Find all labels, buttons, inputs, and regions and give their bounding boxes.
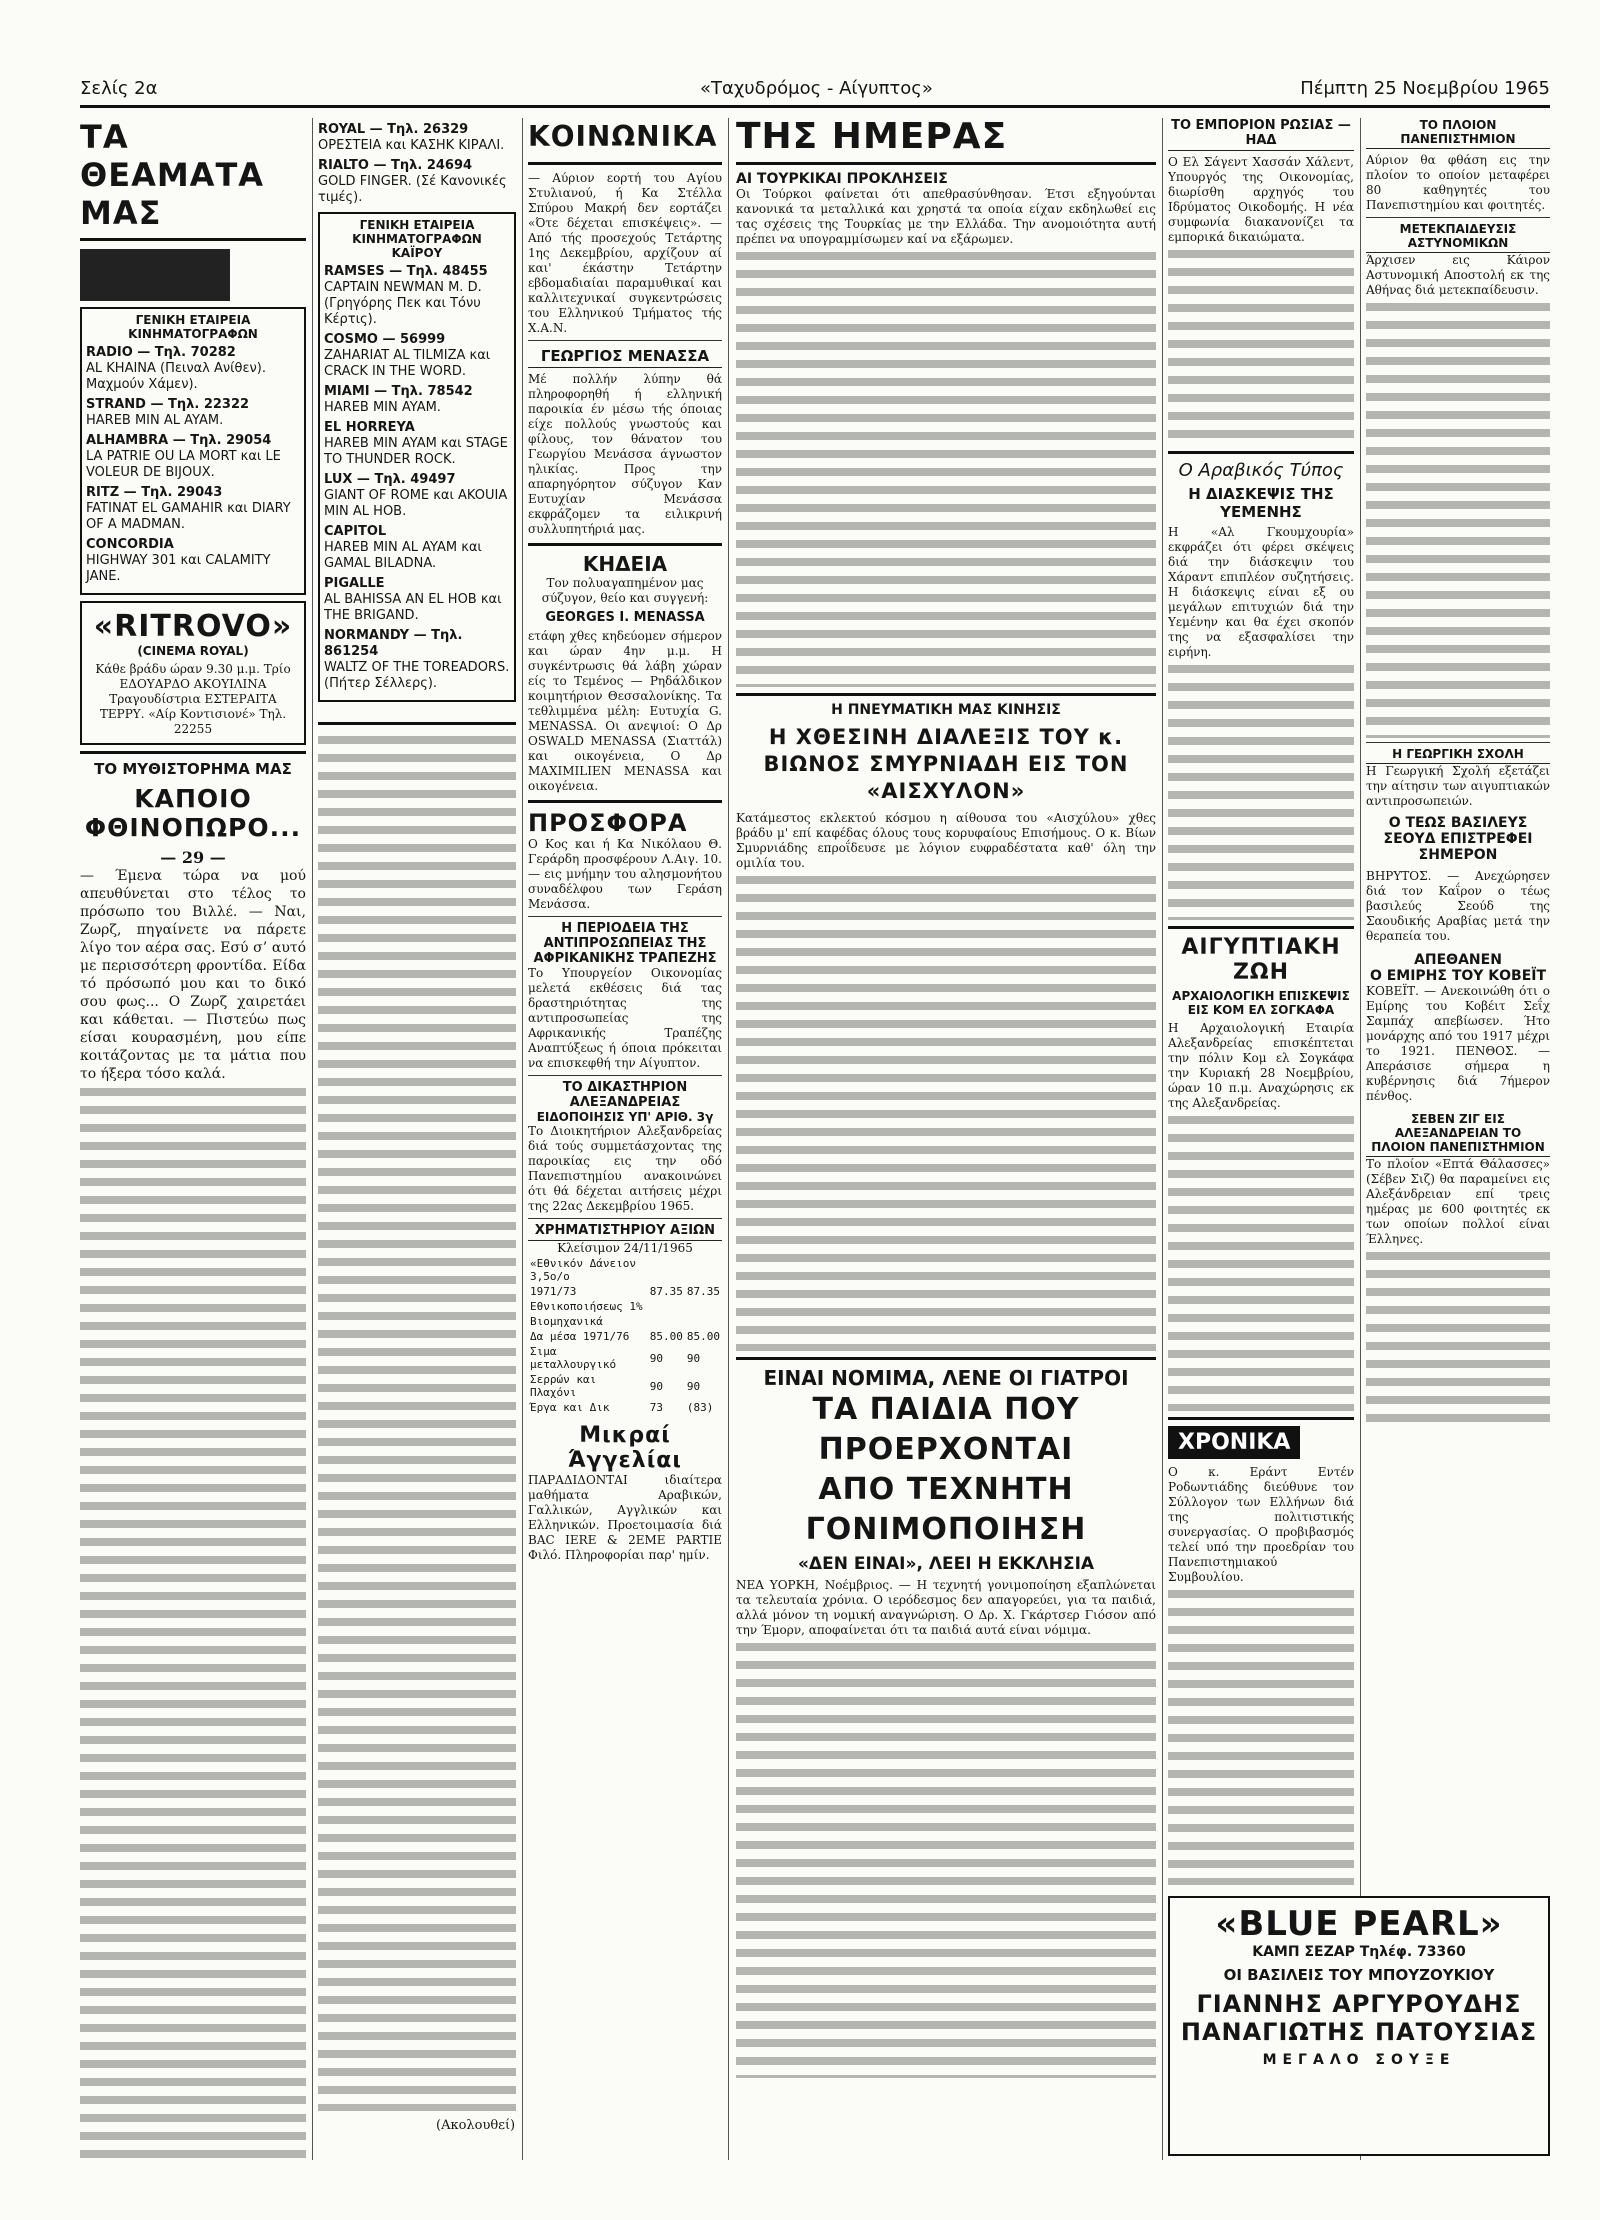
cinema-name: PIGALLE xyxy=(324,576,385,591)
divider xyxy=(736,1357,1156,1360)
cinema-film: GOLD FINGER. (Σέ Κανονικές τιμές). xyxy=(318,174,507,205)
cinema-film: WALTZ OF THE TOREADORS. (Πήτερ Σέλλερς). xyxy=(324,660,510,691)
seoud-text: ΒΗΡΥΤΟΣ. — Ανεχώρησεν διά τον Καΐρον ο τέως βασιλεύς Σεούδ της Σαουδικής Αραβίας μετά την θεραπεία του. xyxy=(1366,869,1550,943)
bourse-cell: 1971/73 xyxy=(530,1285,577,1298)
ritrovo-subtitle: (CINEMA ROYAL) xyxy=(137,644,249,658)
bourse-cell: 85.00 xyxy=(649,1330,683,1343)
divider xyxy=(528,800,722,803)
cinema-film: HAREB MIN AYAM και STAGE TO THUNDER ROCK. xyxy=(324,436,508,467)
bourse-row xyxy=(528,1329,722,1344)
lecture-text: Κατάμεστος εκλεκτού κόσμου η αίθουσα του «Αισχύλου» χθες βράδυ μ' επί καφέδας όλους τους κορυφαίους Επισήμους. Ο κ. Βίων Σμυρνιάδης επροΐδευσε με λόγιον ευφραδέστατα καθ' όλη την ομιλία του. xyxy=(736,811,1156,870)
divider xyxy=(528,916,722,917)
company-name: ΓΕΝΙΚΗ ΕΤΑΙΡΕΙΑ ΚΙΝΗΜΑΤΟΓΡΑΦΩΝ xyxy=(128,313,258,341)
archaeo-heading: ΑΡΧΑΙΟΛΟΓΙΚΗ ΕΠΙΣΚΕΨΙΣ ΕΙΣ ΚΟΜ ΕΛ ΣΟΓΚΑΦΑ xyxy=(1172,989,1350,1017)
cinema-entry xyxy=(324,576,510,624)
school-text: Η Γεωργική Σχολή εξετάζει την αίτησιν των αιγυπτιακών αντιπροσωπειών. xyxy=(1366,764,1550,808)
divider xyxy=(528,340,722,341)
divider xyxy=(736,693,1156,696)
divider xyxy=(1168,1417,1354,1420)
cinema-entry xyxy=(324,384,510,416)
mikrai-text: ΠΑΡΑΔΙΔΟΝΤΑΙ ιδιαίτερα μαθήματα Αραβικών, Γαλλικών, Αγγλικών και Ελληνικών. Προετοιμασία διά ΒΑC ΙΕRΕ & 2ΕΜΕ PARTIE Φιλό. Πληροφορίαι παρ' ημίν. xyxy=(528,1473,722,1562)
cinema-film: AL BAHISSA AN EL HOB και THE BRIGAND. xyxy=(324,592,502,623)
bourse-row xyxy=(528,1400,722,1415)
bourse-row xyxy=(528,1299,722,1314)
bourse-cell xyxy=(648,1314,685,1329)
menassa-heading: ΓΕΩΡΓΙΟΣ ΜΕΝΑΣΣΑ xyxy=(528,347,722,368)
chronika-logo xyxy=(1168,1426,1354,1459)
sevenzig-heading: ΣΕΒΕΝ ΖΙΓ ΕΙΣ ΑΛΕΞΑΝΔΡΕΙΑΝ ΤΟ ΠΛΟΙΟΝ ΠΑΝΕΠΙΣΤΗΜΙΟΝ xyxy=(1366,1112,1550,1157)
cinema-film: ΟΡΕΣΤΕΙΑ και ΚΑΣΗΚ ΚΙΡΑΛΙ. xyxy=(318,138,505,153)
text-filler xyxy=(1366,298,1550,738)
russia-heading: ΤΟ ΕΜΠΟΡΙΟΝ ΡΩΣΙΑΣ — ΗΑΔ xyxy=(1168,118,1354,151)
cinema-entry xyxy=(318,158,516,206)
bourse-heading: ΧΡΗΜΑΤΙΣΤΗΡΙΟΥ ΑΞΙΩΝ xyxy=(528,1223,722,1241)
prosfora-heading: ΠΡΟΣΦΟΡΑ xyxy=(528,809,688,837)
bourse-cell: Βιομηχανικά xyxy=(530,1315,603,1328)
bourse-cell: 87.35 xyxy=(649,1285,683,1298)
column-1 xyxy=(80,118,306,2160)
prosfora-text: Ο Κος και ή Κα Νικόλαου Θ. Γεράρδη προσφέρουν Λ.Αιγ. 10.— εις μνήμην του αλησμονήτου συναδέλφου των Γεράση Μενάσσα. xyxy=(528,837,722,911)
chronika-title: ΧΡΟΝΙΚΑ xyxy=(1168,1426,1300,1459)
text-filler xyxy=(1168,245,1354,445)
cinema-name: RADIO — Τηλ. 70282 xyxy=(86,345,236,360)
cinema-listings-box xyxy=(318,212,516,702)
column-rule xyxy=(1162,118,1163,2160)
blue-pearl-name-1: ΓΙΑΝΝΗΣ ΑΡΓΥΡΟΥΔΗΣ xyxy=(1196,1990,1522,2018)
cinema-name: EL HORREYA xyxy=(324,420,415,435)
masthead xyxy=(80,72,1550,108)
cinema-film: HIGHWAY 301 και CALAMITY JANE. xyxy=(86,553,271,584)
bourse-cell xyxy=(648,1256,685,1284)
serial-title: ΚΑΠΟΙΟ ΦΘΙΝΟΠΩΡΟ... xyxy=(84,784,302,842)
cinema-entry xyxy=(86,485,300,533)
cinema-name: NORMANDY — Τηλ. 861254 xyxy=(324,628,463,659)
cinema-entry xyxy=(324,472,510,520)
children-heading-2: ΑΠΟ ΤΕΧΝΗΤΗ ΓΟΝΙΜΟΠΟΙΗΣΗ xyxy=(805,1472,1087,1547)
lecture-heading: Η ΧΘΕΣΙΝΗ ΔΙΑΛΕΞΙΣ ΤΟΥ κ. ΒΙΩΝΟΣ ΣΜΥΡΝΙΑΔΗ ΕΙΣ ΤΟΝ «ΑΙΣΧΥΛΟΝ» xyxy=(763,725,1129,803)
text-filler xyxy=(736,871,1156,1351)
cinema-film: ZAHARIAT AL TILMIZA και CRACK IN THE WORD. xyxy=(324,348,491,379)
text-filler xyxy=(1366,1247,1550,1427)
cinema-film: HAREB MIN AYAM. xyxy=(324,400,441,415)
serial-text: — Έμενα τώρα να μού απευθύνεται στο τέλος το πρόσωπο του Βιλλέ. — Ναι, Ζωρζ, πηγαίνετε να πάρετε λίγο τον αέρα σας. Εσύ σ’ αυτό με περισσότερη φροντίδα. Είδα τό πρόσωπό μου και το δικό σου φως... Ο Ζωρζ χαιρετάει και κάθεται. — Πιστεύω πως είσαι κουρασμένη, μου είπε κοιτάζοντας με τα μάτια που το ήξερα τόσο καλά. xyxy=(80,868,306,1082)
text-filler xyxy=(318,731,516,2111)
cinema-entry xyxy=(86,345,300,393)
divider xyxy=(736,162,1156,165)
cinema-entry xyxy=(318,122,516,154)
bourse-cell: Έργα και Δικ xyxy=(530,1401,610,1414)
periodeia-text: Το Υπουργείον Οικονομίας μελετά εκθέσεις διά τας δραστηριότητας της αντιπροσωπείας της Αφρικανικής Τραπέζης Αναπτύξεως ή όποια πρόκειται να επισκεφθή την Αίγυπτον. xyxy=(528,966,722,1070)
kideia-text: Τον πολυαγαπημένον μας σύζυγον, θείο και συγγενή: xyxy=(541,576,709,605)
cinema-film: CAPTAIN NEWMAN M. D. (Γρηγόρης Πεκ και Τόνυ Κέρτις). xyxy=(324,280,482,327)
bourse-date: Κλείσιμον 24/11/1965 xyxy=(557,1241,693,1255)
cinema-entry xyxy=(324,420,510,468)
column-5 xyxy=(1168,118,1354,2160)
yemen-text: Η «Αλ Γκουμχουρία» εκφράζει ότι φέρει σκέψεις διά την διάσκεψιν του Χάραντ επιπλέον συζητήσεις. Η διάσκεψις είναι εξ ου μεγάλων επιτυχιών διά την Υεμένην και θα έχει σκοπόν της να εξασφαλίσει την ειρήνη. xyxy=(1168,525,1354,659)
divider xyxy=(1366,742,1550,743)
russia-text: Ο Ελ Σάγεντ Χασσάν Χάλεντ, Υπουργός της Οικονομίας, διωρίσθη αρχηγός του Ιδρύματος Οικοδομής. Η νέα συμφωνία διακανονίζει τα εμπορικά δικαιώματα. xyxy=(1168,155,1354,244)
bourse-cell: Σιμα μεταλλουργικό xyxy=(530,1345,617,1371)
cinema-entry xyxy=(324,524,510,572)
column-rule xyxy=(522,118,523,2160)
yemen-heading: Η ΔΙΑΣΚΕΨΙΣ ΤΗΣ ΥΕΜΕΝΗΣ xyxy=(1188,485,1334,521)
text-filler xyxy=(1168,1111,1354,1411)
page-number: Σελίς 2α xyxy=(80,78,158,99)
turk-text: Οι Τούρκοι φαίνεται ότι απεθρασύνθησαν. Έτσι εξηγούνται κανονικά τα μεταλλικά και χρηστά τα οποία είχαν εκδηλωθεί εις τας σχέσεις της Τουρκίας με την Ελλάδα. Την ανομοιότητα αυτή πρέπει να υπογραμμίσωμεν καί να εξάρωμεν. xyxy=(736,187,1156,246)
blue-pearl-advert xyxy=(1168,1896,1550,2156)
mikrai-heading: Μικραί Άγγελίαι xyxy=(568,1423,682,1473)
cinema-name: COSMO — 56999 xyxy=(324,332,446,347)
text-filler xyxy=(1168,660,1354,920)
bourse-row xyxy=(528,1284,722,1299)
column-rule xyxy=(1360,118,1361,2160)
cinema-entry xyxy=(324,628,510,692)
text-filler xyxy=(80,1083,306,2160)
column-rule xyxy=(312,118,313,2160)
column-4 xyxy=(736,118,1156,2160)
divider xyxy=(528,543,722,546)
blue-pearl-name-2: ΠΑΝΑΓΙΩΤΗΣ ΠΑΤΟΥΣΙΑΣ xyxy=(1180,2018,1538,2046)
bourse-cell: Δα μέσα 1971/76 xyxy=(530,1330,630,1343)
police-heading: ΜΕΤΕΚΠΑΙΔΕΥΣΙΣ ΑΣΤΥΝΟΜΙΚΩΝ xyxy=(1366,222,1550,253)
divider xyxy=(1168,451,1354,454)
advert-logo-image xyxy=(80,249,230,301)
church-heading: «ΔΕΝ ΕΙΝΑΙ», ΛΕΕΙ Η ΕΚΚΛΗΣΙΑ xyxy=(797,1554,1095,1574)
tis-imeras-title: ΤΗΣ ΗΜΕΡΑΣ xyxy=(736,118,1008,157)
divider xyxy=(528,1218,722,1219)
bourse-cell xyxy=(648,1299,685,1314)
emir-text: ΚΟΒΕΪΤ. — Ανεκοινώθη ότι ο Εμίρης του Κοβέιτ Σεΐχ Σαμπάχ απεβίωσεν. Ήτο μονάρχης από του 1917 μέχρι το 1921. ΠΕΝΘΟΣ. — Απεράσισε σήμερα η κυβέρνησις διά 7ήμερον πένθος. xyxy=(1366,984,1550,1103)
company-name: ΓΕΝΙΚΗ ΕΤΑΙΡΕΙΑ ΚΙΝΗΜΑΤΟΓΡΑΦΩΝ xyxy=(352,218,482,246)
bourse-cell xyxy=(685,1299,722,1314)
egypt-life-heading: ΑΙΓΥΠΤΙΑΚΗ ΖΩΗ xyxy=(1181,935,1341,985)
cinema-name: CONCORDIA xyxy=(86,537,174,552)
kideia-text2: ετάφη χθες κηδεύομεν σήμερον και ώραν 4ην μ.μ. Η συγκέντρωσις θά λάβη χώραν είς το Τεμένος — Ρηδάλδικον κοιμητήριον Θεσσαλονίκης. Τα τεθλιμμένα μέλη: Ευτυχία G. MENASSA. Οι ανεψιοί: Ο Δρ OSWALD MENASSA (Σιαττάλ) και οικογένεια, Ο Δρ MAXIMILIEN MENASSA και οικογένεια. xyxy=(528,629,722,793)
continued-note: (Ακολουθεί) xyxy=(436,2118,516,2133)
arab-press-heading: Ο Αραβικός Τύπος xyxy=(1178,460,1344,481)
bourse-cell: 90 xyxy=(686,1351,701,1365)
school-heading: Η ΓΕΩΡΓΙΚΗ ΣΧΟΛΗ xyxy=(1366,747,1550,764)
blue-pearl-kings: ΟΙ ΒΑΣΙΛΕΙΣ ΤΟΥ ΜΠΟΥΖΟΥΚΙΟΥ xyxy=(1223,1966,1495,1984)
cinema-name: CAPITOL xyxy=(324,524,387,539)
bourse-cell: 90 xyxy=(649,1379,663,1393)
divider xyxy=(80,238,306,241)
column-6 xyxy=(1366,118,1550,2160)
theamata-title: ΤΑ ΘΕΑΜΑΤΑ ΜΑΣ xyxy=(80,118,265,232)
city-name: ΚΑΪΡΟΥ xyxy=(391,246,443,260)
bourse-cell: 73 xyxy=(649,1401,663,1414)
column-2 xyxy=(318,118,516,2160)
ritrovo-title: «RITROVO» xyxy=(93,609,293,644)
cinema-name: STRAND — Τηλ. 22322 xyxy=(86,397,250,412)
cinema-name: RITZ — Τηλ. 29043 xyxy=(86,485,223,500)
ritrovo-info: Κάθε βράδυ ώραν 9.30 μ.μ. Τρίο ΕΔΟΥΑΡΔΟ ΑΚΟΥΙΛΙΝΑ Τραγουδίστρια ΕΣΤΕΡΑΙΤΑ ΤΕΡΡΥ. «Αίρ Κοντισιονέ» Τηλ. 22255 xyxy=(95,662,291,736)
archaeo-text: Η Αρχαιολογική Εταιρία Αλεξανδρείας επισκέπτεται την πόλιν Κομ ελ Σογκάφα την Κυριακή 28 Νοεμβρίου, ώραν 10 π.μ. Αναχώρησις εκ της Αλεξανδρείας. xyxy=(1168,1021,1354,1110)
bourse-cell: (83) xyxy=(686,1401,714,1414)
bourse-cell: Εθνικοποιήσεως 1% xyxy=(530,1300,643,1313)
divider xyxy=(1366,217,1550,218)
paper-name: «Ταχυδρόμος - Αίγυπτος» xyxy=(700,78,933,99)
cinema-film: FATINAT EL GAMAHIR και DIARY OF A MADMAN. xyxy=(86,501,291,532)
alexandria-text: Το Διοικητήριον Αλεξανδρείας διά τούς συμμετάσχοντας της παροικίας εις την οδό Πανεπιστημίου ανακοινώνει ότι θά δέχεται αιτήσεις μέχρι της 22ας Δεκεμβρίου 1965. xyxy=(528,1124,722,1213)
serial-number: — 29 — xyxy=(160,848,226,867)
text-filler xyxy=(736,247,1156,687)
children-text: ΝΕΑ ΥΟΡΚΗ, Νοέμβριος. — Η τεχνητή γονιμοποίηση εξαπλώνεται τα τελευταία χρόνια. Ο ιερόδεσμος δεν απαγορεύει, για τα παιδιά, αλλά μόνον τη νομική αναγνώριση. Ο Δρ. Χ. Γκάρτσερ Γιόσον από την Έμορν, αποφαίνεται ότι τα παιδιά αυτά είναι νόμιμα. xyxy=(736,1578,1156,1637)
cinema-film: HAREB MIN AL AYAM. xyxy=(86,413,224,428)
cinema-name: ALHAMBRA — Τηλ. 29054 xyxy=(86,433,272,448)
turk-heading: ΑΙ ΤΟΥΡΚΙΚΑΙ ΠΡΟΚΛΗΣΕΙΣ xyxy=(736,171,948,187)
cinema-entry xyxy=(324,264,510,328)
bourse-cell xyxy=(685,1314,722,1329)
kideia-heading: ΚΗΔΕΙΑ xyxy=(582,552,668,576)
cinema-film: AL KHAINA (Πειναλ Ανίθεν). Μαχμούν Χάμεν). xyxy=(86,361,266,392)
alexandria-subheading: ΕΙΔΟΠΟΙΗΣΙΣ ΥΠ' ΑΡΙΘ. 3γ xyxy=(536,1110,714,1124)
cinema-name: LUX — Τηλ. 49497 xyxy=(324,472,456,487)
koinonika-title: ΚΟΙΝΩΝΙΚΑ xyxy=(528,120,718,153)
divider xyxy=(528,1075,722,1076)
cinema-name: MIAMI — Τηλ. 78542 xyxy=(324,384,473,399)
blue-pearl-footer: ΜΕΓΑΛΟ ΣΟΥΞΕ xyxy=(1262,2052,1456,2068)
emir-heading: Ο ΕΜΙΡΗΣ ΤΟΥ ΚΟΒΕΪΤ xyxy=(1369,968,1547,984)
kideia-name: GEORGES I. MENASSA xyxy=(545,610,705,625)
ritrovo-advert xyxy=(80,601,306,745)
bourse-table xyxy=(528,1256,722,1415)
plotin-text: Αύριον θα φθάση εις την πλοίον το οποίον μεταφέρει 80 καθηγητές του Πανεπιστημίου και φοιτητές. xyxy=(1366,153,1550,212)
cinema-entry xyxy=(324,332,510,380)
bourse-cell: 85.00 xyxy=(686,1330,720,1343)
column-rule xyxy=(728,118,729,2160)
text-filler xyxy=(736,1638,1156,2078)
cinema-name: RAMSES — Τηλ. 48455 xyxy=(324,264,488,279)
blue-pearl-address: ΚΑΜΠ ΣΕΖΑΡ Τηλέφ. 73360 xyxy=(1252,1944,1466,1960)
bourse-cell: Σερρών και Πλαχόνι xyxy=(530,1373,597,1399)
divider xyxy=(80,751,306,754)
cinema-entry xyxy=(86,537,300,585)
cinema-listings-box xyxy=(80,307,306,595)
divider xyxy=(318,722,516,725)
cinema-film: HAREB MIN AL AYAM και GAMAL BILADNA. xyxy=(324,540,482,571)
blue-pearl-title: «BLUE PEARL» xyxy=(1215,1904,1503,1944)
police-text: Άρχισεν εις Κάιρον Αστυνομική Αποστολή εκ της Αθήνας διά μετεκπαίδευσιν. xyxy=(1366,253,1550,297)
apethanen-heading: ΑΠΕΘΑΝΕΝ xyxy=(1414,952,1502,968)
bourse-cell: 87.35 xyxy=(686,1285,720,1298)
bourse-row xyxy=(528,1344,722,1372)
divider xyxy=(528,162,722,165)
cinema-name: ROYAL — Τηλ. 26329 xyxy=(318,122,469,137)
cinema-entry xyxy=(86,397,300,429)
bourse-cell: 90 xyxy=(649,1351,663,1365)
bourse-cell: «Εθνικόν Δάνειον 3,5ο/ο xyxy=(530,1257,636,1283)
serial-label: ΤΟ ΜΥΘΙΣΤΟΡΗΜΑ ΜΑΣ xyxy=(94,760,292,778)
bourse-cell: 90 xyxy=(686,1379,701,1393)
divider xyxy=(1168,926,1354,929)
chronika-text: Ο κ. Εράντ Εντέν Ροδωντιάδης διεύθυνε τον Σύλλογον των Ελλήνων διά της πολιτιστικής συνεργασίας. Ο προβιβασμός τελεί υπό την προεδρίαν του Πανεπιστημιακού Συμβουλίου. xyxy=(1168,1465,1354,1584)
bourse-row xyxy=(528,1372,722,1400)
plotin-heading: ΤΟ ΠΛΟΙΟΝ ΠΑΝΕΠΙΣΤΗΜΙΟΝ xyxy=(1366,118,1550,149)
alexandria-heading: ΤΟ ΔΙΚΑΣΤΗΡΙΟΝ ΑΛΕΞΑΝΔΡΕΙΑΣ xyxy=(562,1080,688,1110)
cinema-film: GIANT OF ROME και AKOUIA MIN AL HOB. xyxy=(324,488,508,519)
seoud-heading: Ο ΤΕΩΣ ΒΑΣΙΛΕΥΣ ΣΕΟΥΔ ΕΠΙΣΤΡΕΦΕΙ ΣΗΜΕΡΟΝ xyxy=(1383,815,1533,863)
pneum-heading: Η ΠΝΕΥΜΑΤΙΚΗ ΜΑΣ ΚΙΝΗΣΙΣ xyxy=(831,702,1061,718)
cinema-entry xyxy=(86,433,300,481)
bourse-cell xyxy=(685,1256,722,1284)
sevenzig-text: Το πλοίον «Επτά Θάλασσες» (Σέβεν Σιζ) θα παραμείνει εις Αλεξάνδρειαν επί τρεις ημέρας με 600 φοιτητές εκ των οποίων πολλοί είναι Έλληνες. xyxy=(1366,1157,1550,1246)
cinema-film: LA PATRIE OU LA MORT και LE VOLEUR DE BIJOUX. xyxy=(86,449,281,480)
children-heading-1: ΤΑ ΠΑΙΔΙΑ ΠΟΥ ΠΡΟΕΡΧΟΝΤΑΙ xyxy=(812,1392,1080,1467)
cinema-name: RIALTO — Τηλ. 24694 xyxy=(318,158,473,173)
bourse-row xyxy=(528,1256,722,1284)
menassa-text: Μέ πολλήν λύπην θά πληροφορηθή ή ελληνική παροικία έν μέσω τής όποιας είχε πολλούς γνωστούς και φίλους, τον θάνατον του Γεωργίου Μενάσσα άγνωστον ηλικίας. Προς την απαρηγόρητον σύζυγον Καν Ευτυχίαν Μενάσσα εκφράζομεν τα ειλικρινή συλλυπητήριά μας. xyxy=(528,372,722,536)
issue-date: Πέμπτη 25 Νοεμβρίου 1965 xyxy=(1300,78,1550,99)
koinonika-text: — Αύριον εορτή του Αγίου Στυλιανού, ή Κα Στέλλα Σπύρου Μακρή δεν εορτάζει «Ότε δέχεται επισκέψεις». — Από τής προσεχούς Τετάρτης 1ης Δεκεμβρίου, αρχίζουν αί και' έκάστην Τετάρτην εβδομαδιαίαι παραμυθικαί και καλλιτεχνικαί συγκεντρώσεις του Ελληνικού Τμήματος τής Χ.Α.Ν. xyxy=(528,171,722,335)
periodeia-heading: Η ΠΕΡΙΟΔΕΙΑ ΤΗΣ ΑΝΤΙΠΡΟΣΩΠΕΙΑΣ ΤΗΣ ΑΦΡΙΚΑΝΙΚΗΣ ΤΡΑΠΕΖΗΣ xyxy=(533,921,717,966)
text-filler xyxy=(1168,1585,1354,1885)
column-3 xyxy=(528,118,722,2160)
doctors-heading: ΕΙΝΑΙ ΝΟΜΙΜΑ, ΛΕΝΕ ΟΙ ΓΙΑΤΡΟΙ xyxy=(763,1366,1129,1390)
bourse-row xyxy=(528,1314,722,1329)
